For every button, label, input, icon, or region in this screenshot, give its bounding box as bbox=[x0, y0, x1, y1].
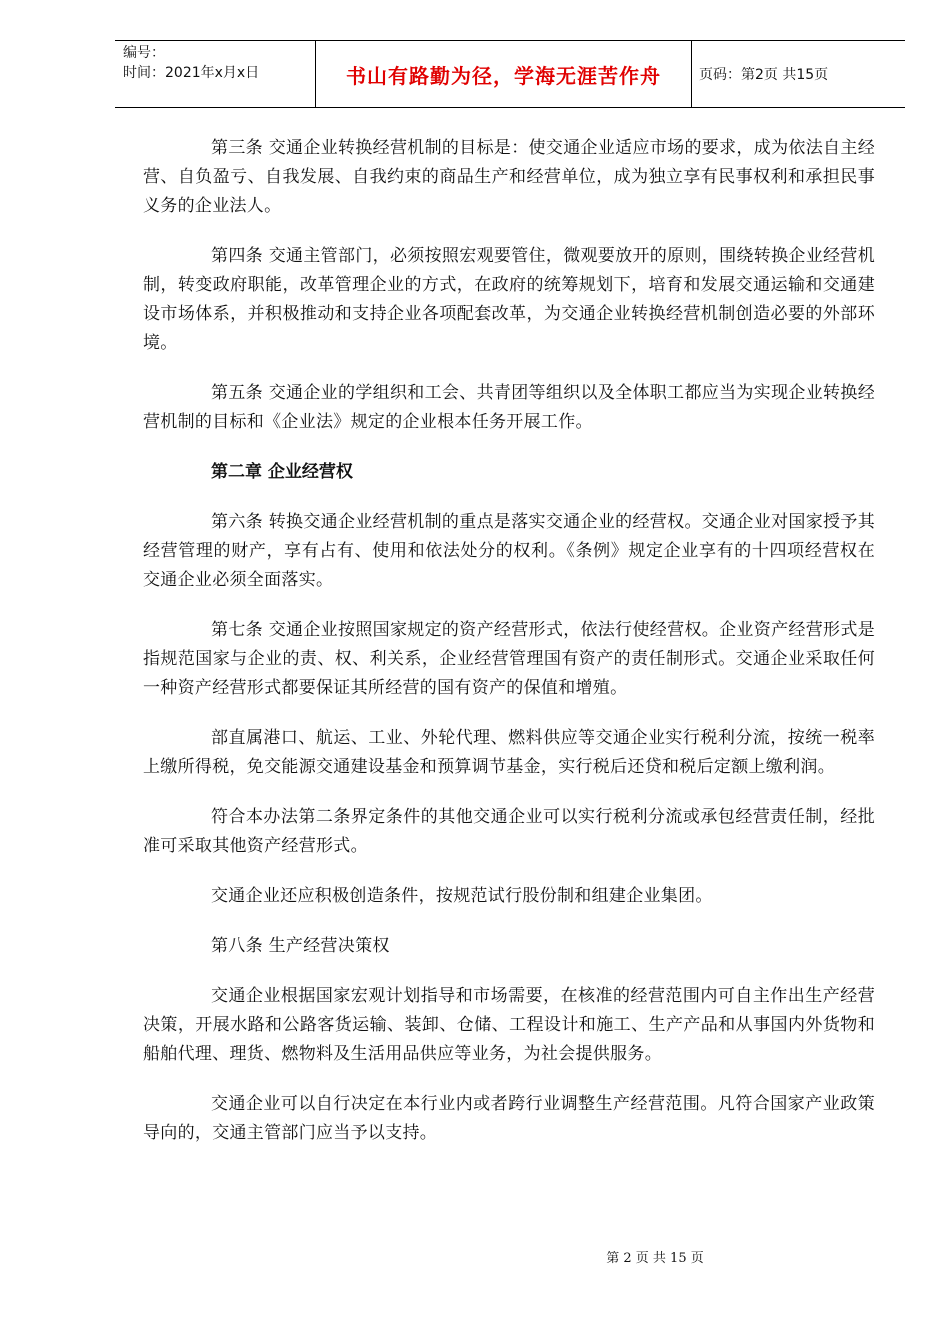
header-meta bbox=[115, 41, 315, 107]
document-body bbox=[143, 134, 875, 1169]
paragraph-article-6: 第六条 转换交通企业经营机制的重点是落实交通企业的经营权。交通企业对国家授予其经营管理的财产，享有占有、使用和依法处分的权利。《条例》规定企业享有的十四项经营权在交通企业必须全面落实。 bbox=[143, 512, 875, 590]
paragraph-article-5: 第五条 交通企业的学组织和工会、共青团等组织以及全体职工都应当为实现企业转换经营机制的目标和《企业法》规定的企业根本任务开展工作。 bbox=[143, 383, 875, 432]
paragraph-decision-rights: 交通企业根据国家宏观计划指导和市场需要，在核准的经营范围内可自主作出生产经营决策，开展水路和公路客货运输、装卸、仓储、工程设计和施工、生产产品和从事国内外货物和船舶代理、理货、燃物料及生活用品供应等业务，为社会提供服务。 bbox=[143, 986, 875, 1064]
paragraph-shareholding: 交通企业还应积极创造条件，按规范试行股份制和组建企业集团。 bbox=[211, 886, 713, 906]
header-page-info: 页码：第2页 共15页 bbox=[699, 67, 829, 83]
paragraph-scope-adjustment: 交通企业可以自行决定在本行业内或者跨行业调整生产经营范围。凡符合国家产业政策导向的，交通主管部门应当予以支持。 bbox=[143, 1094, 875, 1143]
header-motto: 书山有路勤为径，学海无涯苦作舟 bbox=[315, 41, 692, 107]
paragraph-article-4: 第四条 交通主管部门，必须按照宏观要管住，微观要放开的原则，围绕转换企业经营机制，转变政府职能，改革管理企业的方式，在政府的统筹规划下，培育和发展交通运输和交通建设市场体系，并积极推动和支持企业各项配套改革，为交通企业转换经营机制创造必要的外部环境。 bbox=[143, 246, 875, 353]
document-time: 时间：2021年x月x日 bbox=[123, 65, 260, 81]
chapter-heading: 第二章 企业经营权 bbox=[211, 462, 353, 482]
paragraph-other-enterprises: 符合本办法第二条界定条件的其他交通企业可以实行税利分流或承包经营责任制，经批准可采取其他资产经营形式。 bbox=[143, 807, 875, 856]
paragraph-tax-profit: 部直属港口、航运、工业、外轮代理、燃料供应等交通企业实行税利分流，按统一税率上缴所得税，免交能源交通建设基金和预算调节基金，实行税后还贷和税后定额上缴利润。 bbox=[143, 728, 875, 777]
paragraph-article-8: 第八条 生产经营决策权 bbox=[211, 936, 390, 956]
page-header bbox=[115, 40, 905, 108]
paragraph-article-7: 第七条 交通企业按照国家规定的资产经营形式，依法行使经营权。企业资产经营形式是指规范国家与企业的责、权、利关系，企业经营管理国有资产的责任制形式。交通企业采取任何一种资产经营形式都要保证其所经营的国有资产的保值和增殖。 bbox=[143, 620, 875, 698]
page-footer: 第 2 页 共 15 页 bbox=[606, 1251, 704, 1266]
document-number: 编号： bbox=[123, 45, 165, 61]
paragraph-article-3: 第三条 交通企业转换经营机制的目标是：使交通企业适应市场的要求，成为依法自主经营、自负盈亏、自我发展、自我约束的商品生产和经营单位，成为独立享有民事权利和承担民事义务的企业法人。 bbox=[143, 138, 875, 216]
